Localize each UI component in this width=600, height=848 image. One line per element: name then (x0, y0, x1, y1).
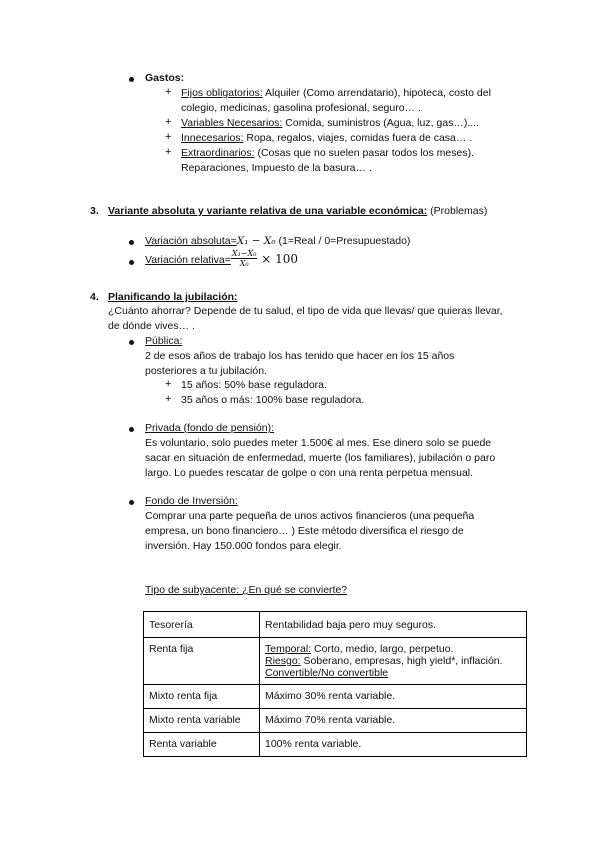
inversion-line3: inversión. Hay 150.000 fondos para elegir. (145, 540, 342, 552)
section3-number: 3. (90, 205, 99, 217)
table-cell-desc: 100% renta variable. (260, 733, 527, 757)
gastos-item-fijos-cont: colegio, medicinas, gasolina profesional, seguro… . (181, 102, 421, 114)
publica-sub-1: 15 años: 50% base reguladora. (181, 379, 327, 391)
table-cell-desc: Rentabilidad baja pero muy seguros. (260, 612, 527, 638)
table-cell-type: Tesorería (144, 612, 260, 638)
gastos-item-variables: Variables Necesarios: Comida, suministros (Agua, luz, gas…).... (181, 117, 480, 129)
privada-label: Privada (fondo de pensión): (145, 422, 274, 434)
rel-fraction: $\frac{\text{X₁−X₀}}{\text{X₀}}$ (231, 249, 257, 268)
privada-line1: Es voluntario, solo puedes meter 1.500€ al mes. Ese dinero solo se puede (145, 437, 492, 449)
section3-heading: Variante absoluta y variante relativa de una variable económica: (Problemas) (108, 205, 488, 217)
section4-intro-cont: de dónde vives… . (108, 320, 195, 332)
table-cell-desc: Temporal: Corto, medio, largo, perpetuo. Riesgo: Soberano, empresas, high yield*, inflación. Convertible/No convertible (260, 638, 527, 685)
table-caption: Tipo de subyacente: ¿En qué se convierte? (145, 584, 348, 596)
plus-icon: + (165, 116, 172, 128)
bullet-publica (129, 340, 134, 345)
gastos-item-extraordinarios-cont: Reparaciones, Impuesto de la basura… . (181, 162, 372, 174)
variacion-absoluta: Variación absoluta=X₁ − X₀ (1=Real / 0=Presupuestado) (145, 235, 411, 247)
bullet-privada (129, 427, 134, 432)
table-cell-desc: Máximo 30% renta variable. (260, 685, 527, 709)
table-row (144, 638, 527, 685)
abs-formula: X₁ − X₀ (236, 235, 276, 247)
inversion-line1: Comprar una parte pequeña de unos activos financieros (una pequeña (145, 510, 475, 522)
section4-heading: Planificando la jubilación: (108, 291, 238, 303)
privada-line2: sacar en situación de enfermedad, muerte (los familiares), jubilación o paro (145, 452, 496, 464)
plus-icon: + (165, 393, 172, 405)
plus-icon: + (165, 131, 172, 143)
bullet-variacion-absoluta (129, 240, 134, 245)
table-cell-desc: Máximo 70% renta variable. (260, 709, 527, 733)
plus-icon: + (165, 146, 172, 158)
gastos-item-fijos: Fijos obligatorios: Alquiler (Como arrendatario), hipoteca, costo del (181, 87, 491, 99)
variacion-relativa: Variación relativa= $\frac{\text{X₁−X₀}}{\text{X₀}}$ × 100 (145, 249, 299, 268)
table-cell-type: Renta fija (144, 638, 260, 685)
privada-line3: largo. Lo puedes rescatar de golpe o con una renta perpetua mensual. (145, 467, 474, 479)
publica-line2: posteriores a tu jubilación. (145, 365, 267, 377)
plus-icon: + (165, 378, 172, 390)
gastos-item-innecesarios: Innecesarios: Ropa, regalos, viajes, comidas fuera de casa… . (181, 132, 473, 144)
inversion-line2: empresa, un bono financiero… ) Este método diversifica el riesgo de (145, 525, 464, 537)
publica-line1: 2 de esos años de trabajo los has tenido que hacer en los 15 años (145, 350, 455, 362)
section4-intro: ¿Cuánto ahorrar? Depende de tu salud, el tipo de vida que llevas/ que quieras llevar, (108, 305, 503, 317)
publica-label: Pública: (145, 335, 183, 347)
plus-icon: + (165, 86, 172, 98)
bullet-inversion (129, 500, 134, 505)
gastos-title: Gastos: (145, 72, 185, 84)
bullet-gastos (129, 77, 134, 82)
publica-sub-2: 35 años o más: 100% base reguladora. (181, 394, 365, 406)
table-cell-type: Renta variable (144, 733, 260, 757)
table-row (144, 709, 527, 733)
table-row (144, 733, 527, 757)
section4-number: 4. (90, 291, 99, 303)
table-cell-type: Mixto renta variable (144, 709, 260, 733)
table-cell-type: Mixto renta fija (144, 685, 260, 709)
subyacente-table (143, 611, 527, 757)
bullet-variacion-relativa (129, 260, 134, 265)
table-row (144, 612, 527, 638)
table-row (144, 685, 527, 709)
gastos-item-extraordinarios: Extraordinarios: (Cosas que no suelen pasar todos los meses). (181, 147, 474, 159)
inversion-label: Fondo de Inversión: (145, 495, 238, 507)
